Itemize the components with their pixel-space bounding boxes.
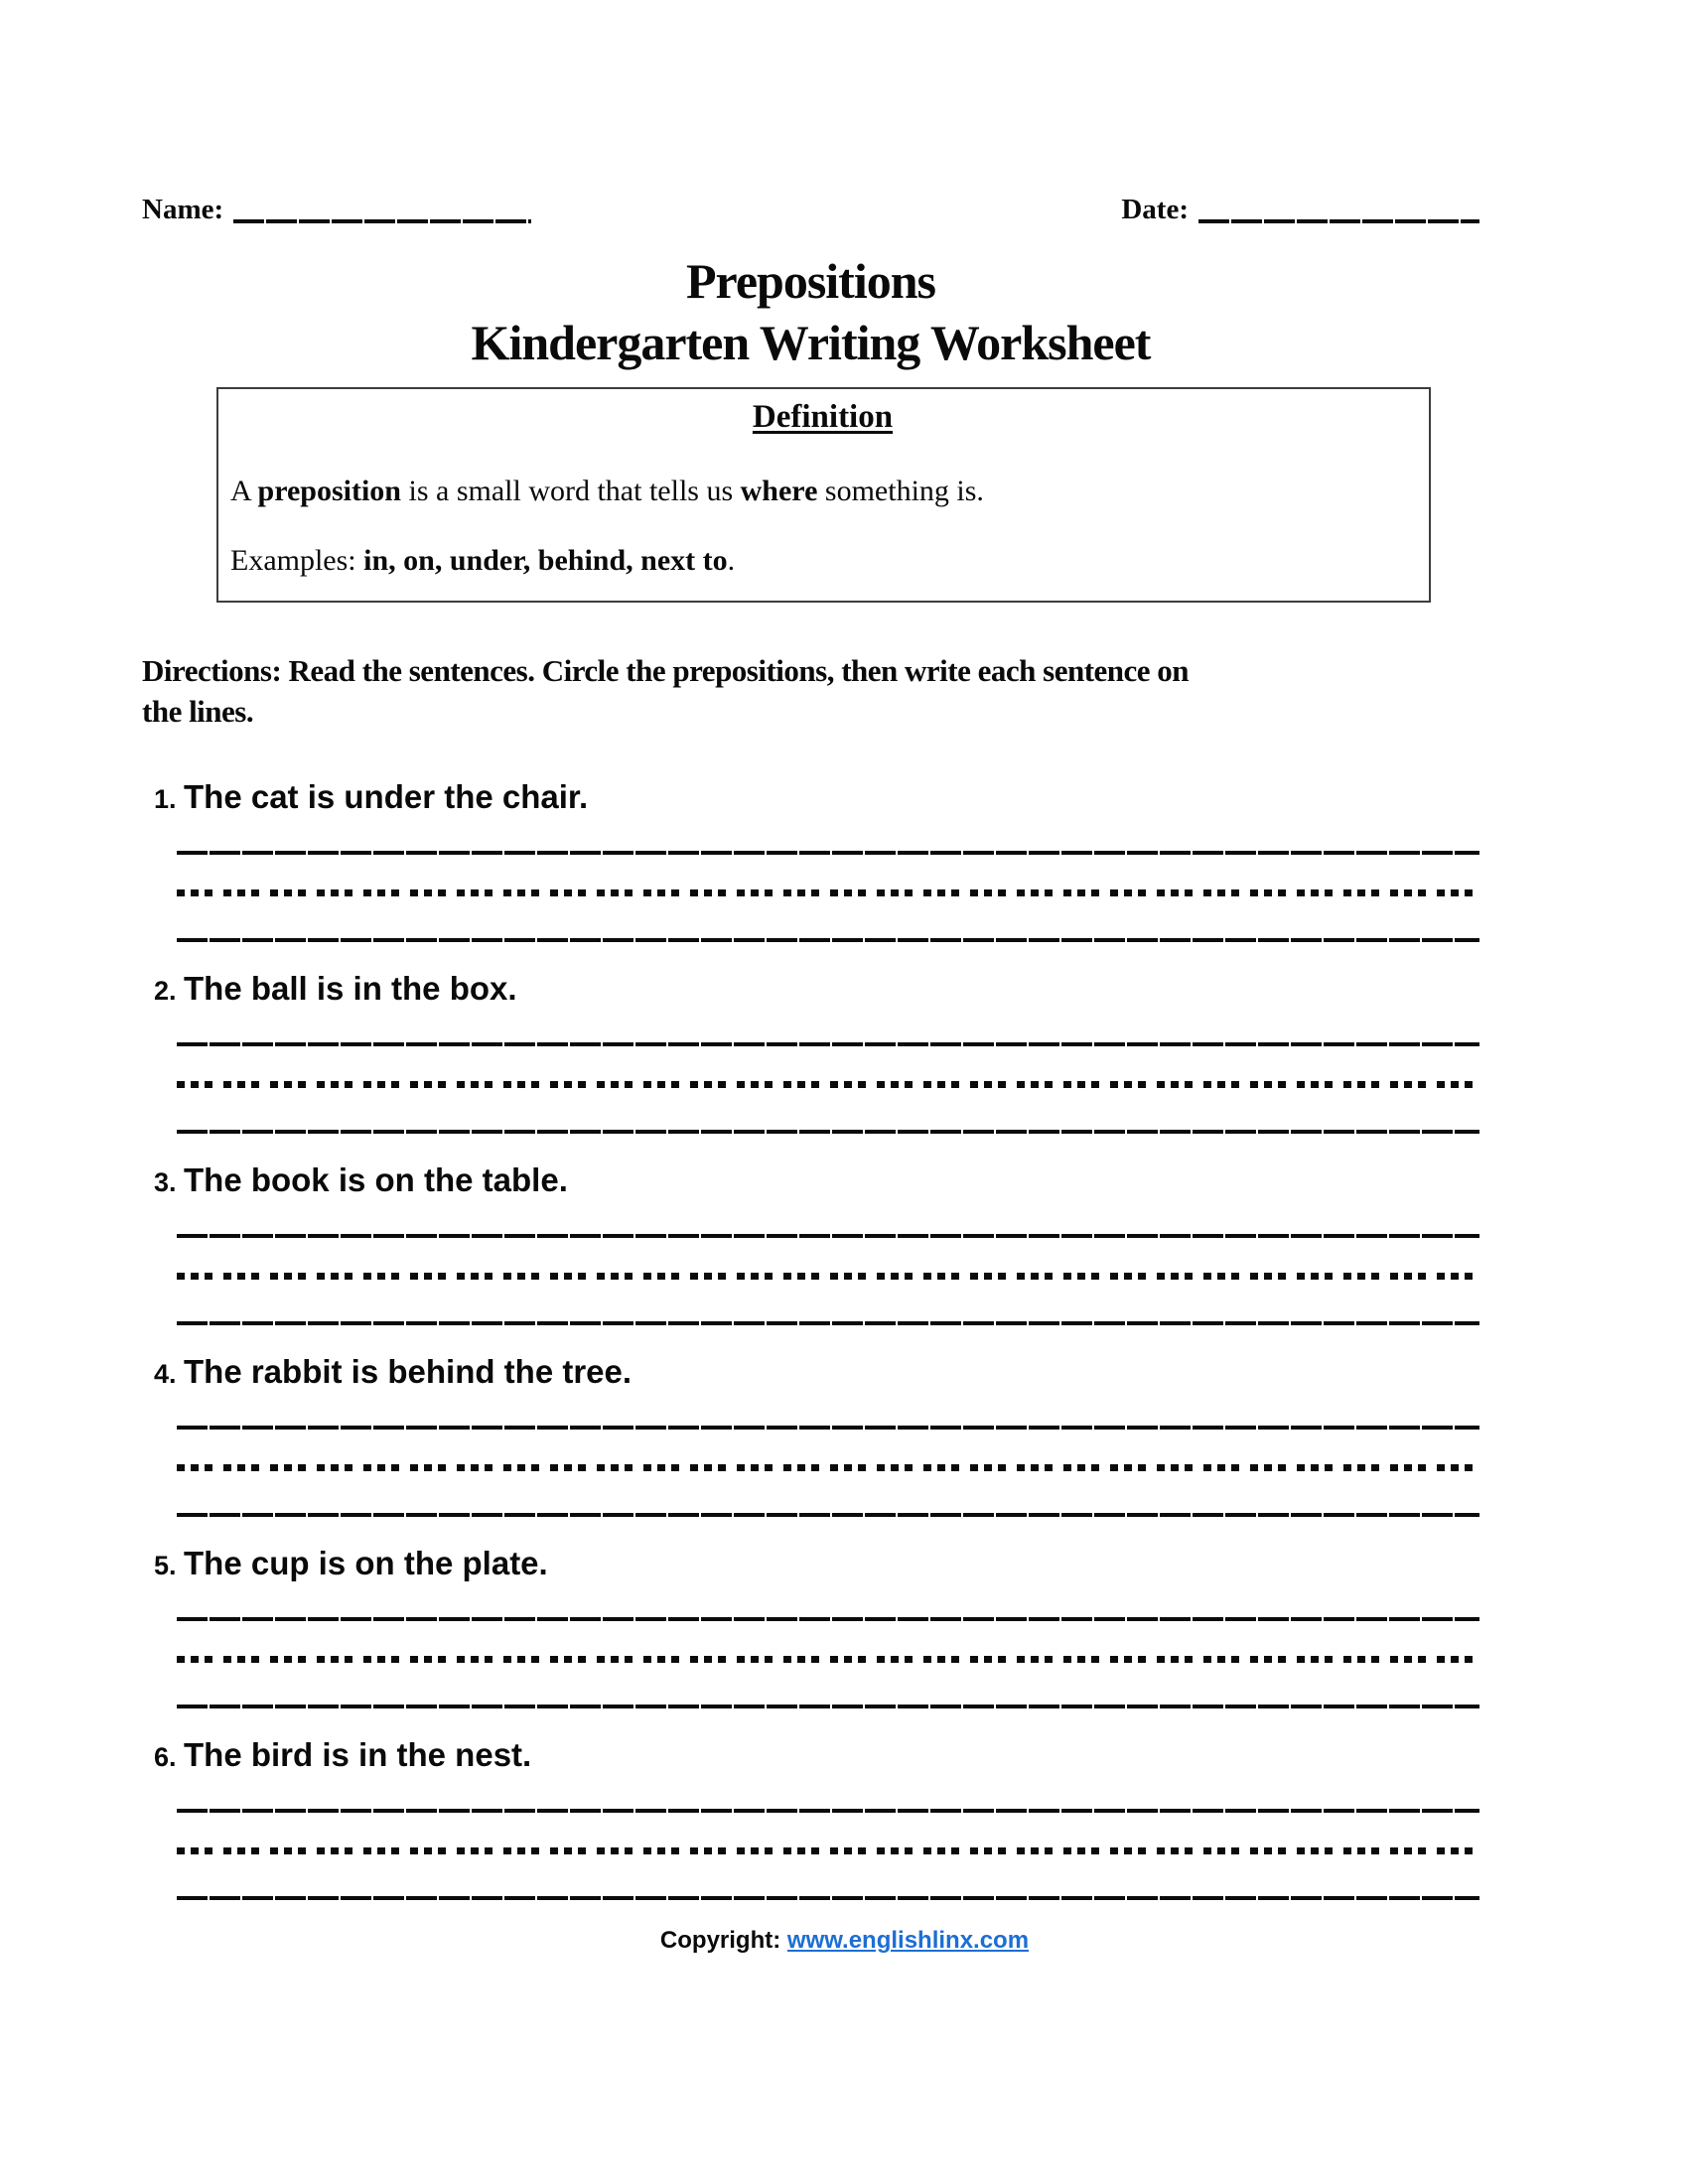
copyright-label: Copyright: [659, 1927, 787, 1955]
writing-line-solid-bottom [177, 1321, 1479, 1325]
header [142, 195, 1479, 224]
writing-line-solid-top [177, 851, 1479, 855]
writing-line-solid-bottom [177, 1513, 1479, 1517]
writing-line-solid-top [177, 1809, 1479, 1813]
worksheet-item-4 [142, 1352, 1479, 1517]
writing-lines [177, 1042, 1479, 1134]
name-label: Name: [142, 194, 224, 225]
item-sentence: The bird is in the nest. [184, 1736, 532, 1774]
items-list [142, 777, 1479, 1900]
writing-lines [177, 1809, 1479, 1900]
definition-box [216, 387, 1431, 603]
item-sentence: The cup is on the plate. [184, 1545, 548, 1582]
name-blank-line [233, 219, 531, 223]
item-sentence: The rabbit is behind the tree. [184, 1353, 633, 1391]
sentence-row [142, 1160, 1479, 1202]
worksheet-item-2 [142, 969, 1479, 1134]
item-sentence: The ball is in the box. [184, 970, 517, 1008]
examples-label: Examples: [230, 544, 364, 578]
item-sentence: The cat is under the chair. [184, 778, 589, 816]
writing-line-dotted [177, 1656, 1479, 1663]
item-number: 4. [154, 1359, 177, 1390]
writing-lines [177, 851, 1479, 942]
item-number: 3. [154, 1167, 177, 1198]
sentence-row [142, 1352, 1479, 1394]
item-number: 6. [154, 1742, 177, 1773]
writing-line-dotted [177, 1847, 1479, 1854]
writing-line-dotted [177, 1081, 1479, 1088]
definition-text: is a small word that tells us [401, 475, 741, 508]
page-title-line1: Prepositions [686, 253, 935, 310]
date-field [1121, 195, 1479, 224]
writing-line-solid-bottom [177, 1896, 1479, 1900]
examples-list: in, on, under, behind, next to [363, 544, 728, 578]
writing-line-solid-bottom [177, 1705, 1479, 1708]
date-label: Date: [1121, 194, 1189, 225]
definition-sentence [230, 474, 1415, 509]
worksheet-item-1 [142, 777, 1479, 942]
item-number: 1. [154, 784, 177, 815]
directions-line2: the lines. [142, 694, 254, 730]
writing-lines [177, 1234, 1479, 1325]
writing-line-dotted [177, 1464, 1479, 1471]
worksheet-item-3 [142, 1160, 1479, 1325]
item-number: 2. [154, 976, 177, 1007]
definition-bold-where: where [740, 475, 818, 508]
writing-lines [177, 1617, 1479, 1708]
writing-line-solid-top [177, 1617, 1479, 1621]
title-block [142, 250, 1479, 373]
item-number: 5. [154, 1551, 177, 1581]
writing-line-solid-top [177, 1426, 1479, 1430]
writing-line-solid-top [177, 1234, 1479, 1238]
writing-line-solid-top [177, 1042, 1479, 1046]
name-field [142, 195, 531, 224]
directions [142, 650, 1479, 732]
sentence-row [142, 777, 1479, 819]
copyright-link[interactable]: www.englishlinx.com [786, 1927, 1030, 1955]
writing-line-dotted [177, 1273, 1479, 1280]
sentence-row [142, 969, 1479, 1011]
worksheet-item-5 [142, 1544, 1479, 1708]
definition-text: something is. [817, 475, 984, 508]
worksheet-item-6 [142, 1735, 1479, 1900]
definition-heading: Definition [752, 399, 894, 436]
writing-line-solid-bottom [177, 1130, 1479, 1134]
sentence-row [142, 1735, 1479, 1777]
writing-lines [177, 1426, 1479, 1517]
item-sentence: The book is on the table. [184, 1161, 568, 1199]
page-title-line2: Kindergarten Writing Worksheet [471, 315, 1151, 371]
sentence-row [142, 1544, 1479, 1585]
directions-line1: Directions: Read the sentences. Circle the prepositions, then write each sentence on [142, 653, 1190, 689]
footer [176, 1927, 1513, 1955]
examples-period: . [727, 544, 736, 578]
writing-line-solid-bottom [177, 938, 1479, 942]
definition-bold-preposition: preposition [257, 475, 401, 508]
examples-line [230, 543, 1415, 579]
date-blank-line [1198, 219, 1479, 223]
definition-text: A [230, 475, 258, 508]
writing-line-dotted [177, 889, 1479, 896]
